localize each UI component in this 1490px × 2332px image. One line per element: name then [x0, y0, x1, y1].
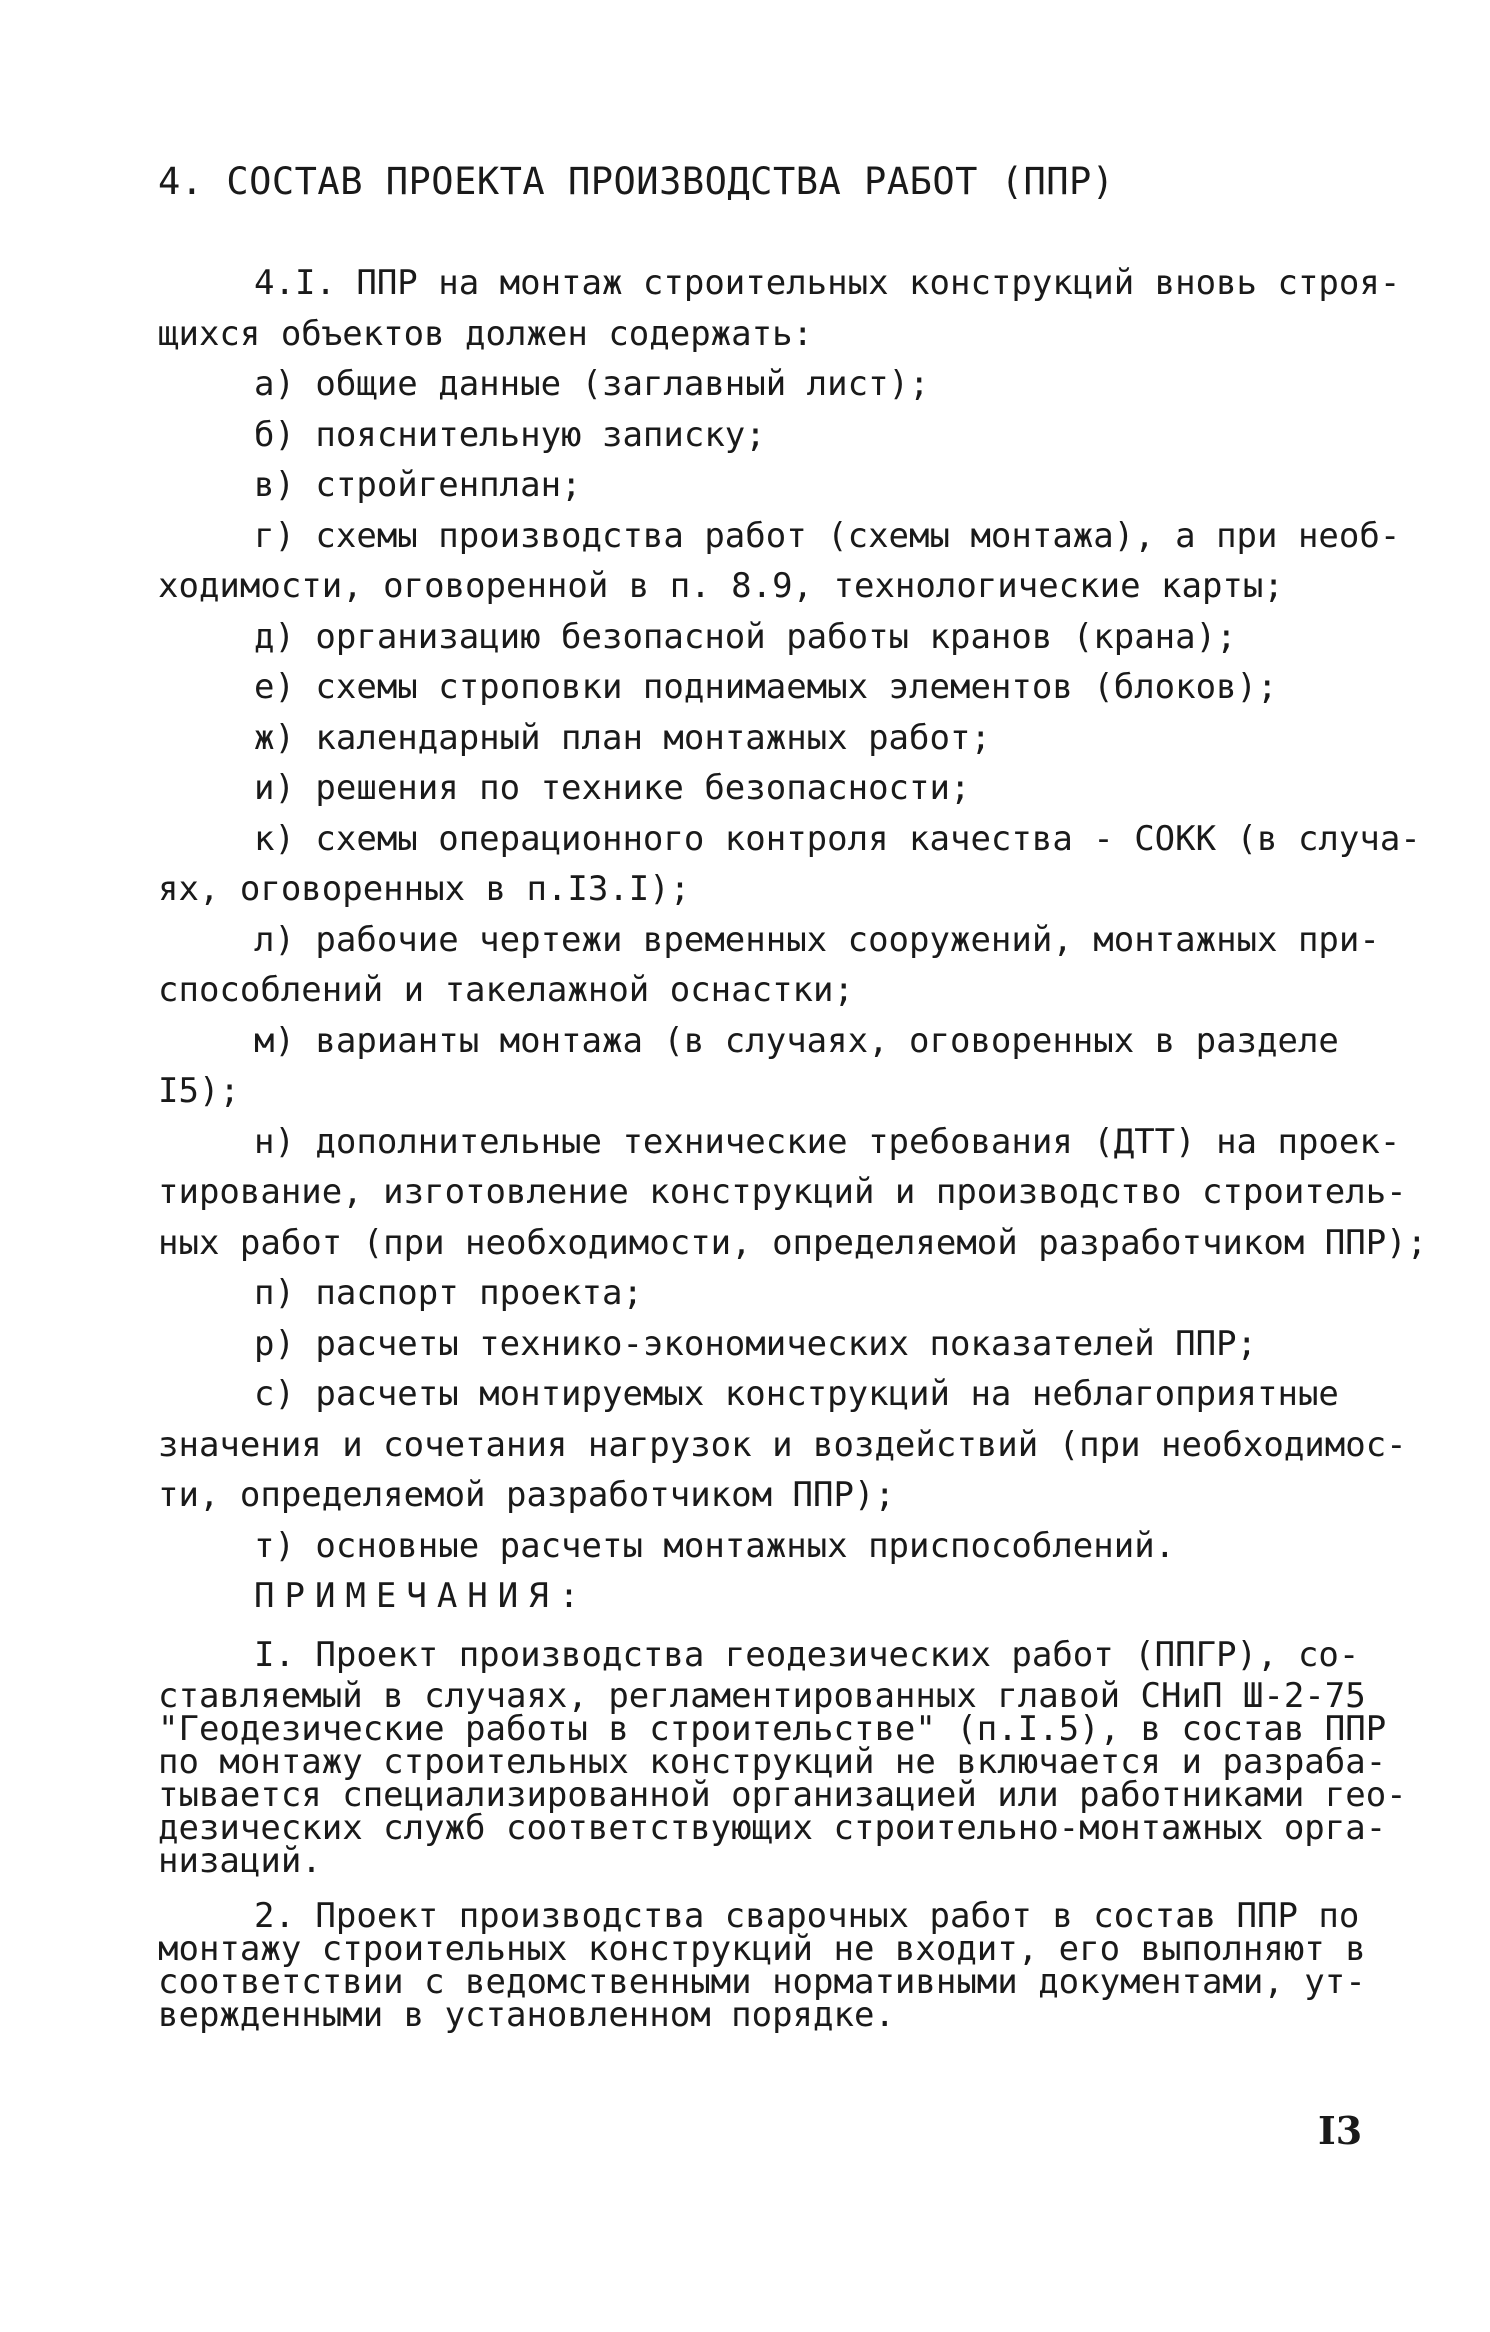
- list-item-d: д) организацию безопасной работы кранов (крана);: [254, 616, 1237, 657]
- list-item-l: л) рабочие чертежи временных сооружений, монтажных при-: [254, 919, 1380, 960]
- list-item-s-cont: значения и сочетания нагрузок и воздействий (при необходимос-: [158, 1424, 1407, 1465]
- note-2-line: монтажу строительных конструкций не входит, его выполняют в: [158, 1929, 1366, 1969]
- note-1-line: "Геодезические работы в строительстве" (п.I.5), в состав ППР: [158, 1709, 1387, 1749]
- list-item-l-cont: способлений и такелажной оснастки;: [158, 970, 854, 1010]
- section-heading: 4. СОСТАВ ПРОЕКТА ПРОИЗВОДСТВА РАБОТ (ППР): [158, 160, 1115, 203]
- note-1-line: I. Проект производства геодезических работ (ППГР), со-: [254, 1635, 1360, 1675]
- page-number: I3: [1318, 2108, 1363, 2153]
- list-item-m: м) варианты монтажа (в случаях, оговоренных в разделе: [254, 1020, 1339, 1061]
- note-2-line: 2. Проект производства сварочных работ в состав ППР по: [254, 1896, 1360, 1936]
- list-item-n-cont: ных работ (при необходимости, определяемой разработчиком ППР);: [158, 1222, 1428, 1263]
- list-item-i: и) решения по технике безопасности;: [254, 768, 971, 808]
- list-item-g: г) схемы производства работ (схемы монтажа), а при необ-: [254, 515, 1401, 556]
- list-item-m-cont: I5);: [158, 1071, 240, 1111]
- list-item-g-cont: ходимости, оговоренной в п. 8.9, технологические карты;: [158, 566, 1284, 606]
- body-line: 4.I. ППР на монтаж строительных конструкций вновь строя-: [254, 263, 1401, 303]
- note-1-line: низаций.: [158, 1841, 322, 1881]
- list-item-e: е) схемы строповки поднимаемых элементов (блоков);: [254, 667, 1278, 707]
- note-2-line: соответствии с ведомственными нормативными документами, ут-: [158, 1962, 1366, 2002]
- list-item-s-cont: ти, определяемой разработчиком ППР);: [158, 1475, 895, 1515]
- list-item-zh: ж) календарный план монтажных работ;: [254, 717, 991, 758]
- list-item-k-cont: ях, оговоренных в п.I3.I);: [158, 869, 691, 909]
- note-1-line: дезических служб соответствующих строительно-монтажных орга-: [158, 1808, 1387, 1848]
- note-1-line: по монтажу строительных конструкций не включается и разраба-: [158, 1742, 1387, 1782]
- list-item-n: н) дополнительные технические требования (ДТТ) на проек-: [254, 1121, 1401, 1162]
- body-line: щихся объектов должен содержать:: [158, 313, 814, 354]
- list-item-n-cont: тирование, изготовление конструкций и производство строитель-: [158, 1172, 1407, 1212]
- note-1-line: тывается специализированной организацией или работниками гео-: [158, 1775, 1407, 1815]
- list-item-p: п) паспорт проекта;: [254, 1273, 643, 1313]
- list-item-r: р) расчеты технико-экономических показателей ППР;: [254, 1323, 1258, 1364]
- notes-block: [158, 1630, 1407, 2035]
- list-item-a: а) общие данные (заглавный лист);: [254, 364, 930, 404]
- note-2-line: вержденными в установленном порядке.: [158, 1995, 895, 2035]
- section-4-1-body: [158, 258, 1428, 1622]
- list-item-b: б) пояснительную записку;: [254, 414, 766, 455]
- note-1-line: ставляемый в случаях, регламентированных главой СНиП Ш-2-75: [158, 1676, 1366, 1716]
- list-item-s: с) расчеты монтируемых конструкций на неблагоприятные: [254, 1374, 1339, 1414]
- list-item-t: т) основные расчеты монтажных приспособлений.: [254, 1525, 1176, 1566]
- list-item-v: в) стройгенплан;: [254, 465, 582, 505]
- list-item-k: к) схемы операционного контроля качества - СОКК (в случа-: [254, 818, 1421, 859]
- notes-title: ПРИМЕЧАНИЯ:: [254, 1576, 590, 1616]
